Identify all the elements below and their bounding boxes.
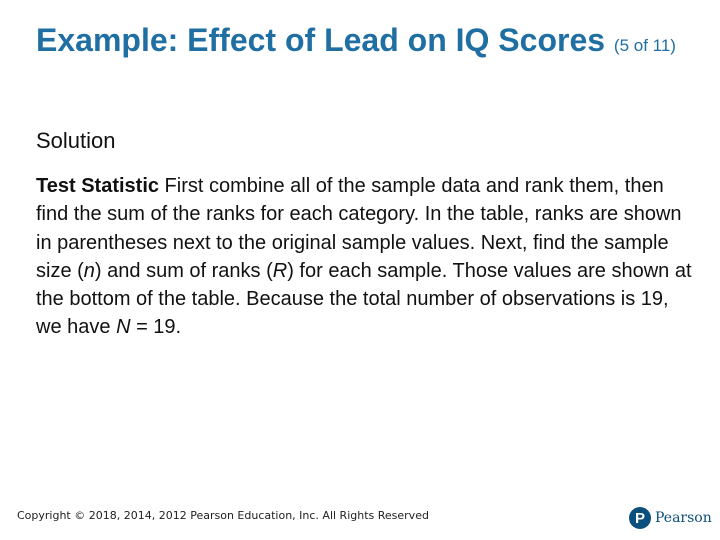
variable-big-n: N [116, 316, 131, 339]
paragraph-text-3: ) for each sample. Those values are shown at the bottom of the table. Because the total number of observations is 19, we have [36, 259, 692, 339]
copyright-footer: Copyright © 2018, 2014, 2012 Pearson Education, Inc. All Rights Reserved [17, 509, 429, 522]
slide-title [36, 20, 676, 66]
pearson-logo-icon: P [629, 507, 651, 529]
variable-r: R [272, 259, 288, 282]
variable-n: n [83, 259, 95, 282]
paragraph-text-2: ) and sum of ranks ( [94, 259, 273, 282]
pearson-logo-text: Pearson [655, 510, 712, 526]
paragraph-text-1: First combine all of the sample data and rank them, then find the sum of the ranks for each category. In the table, ranks are shown in parentheses next to the original sample values. Next, find the sample size ( [36, 175, 682, 282]
paragraph-text-4: = 19. [130, 316, 182, 339]
pearson-logo [629, 505, 712, 531]
body-paragraph [36, 172, 698, 342]
slide-counter: (5 of 11) [613, 36, 676, 55]
test-statistic-label: Test Statistic [36, 175, 159, 197]
section-heading: Solution [36, 128, 116, 153]
slide-title-text: Example: Effect of Lead on IQ Scores [36, 22, 606, 58]
